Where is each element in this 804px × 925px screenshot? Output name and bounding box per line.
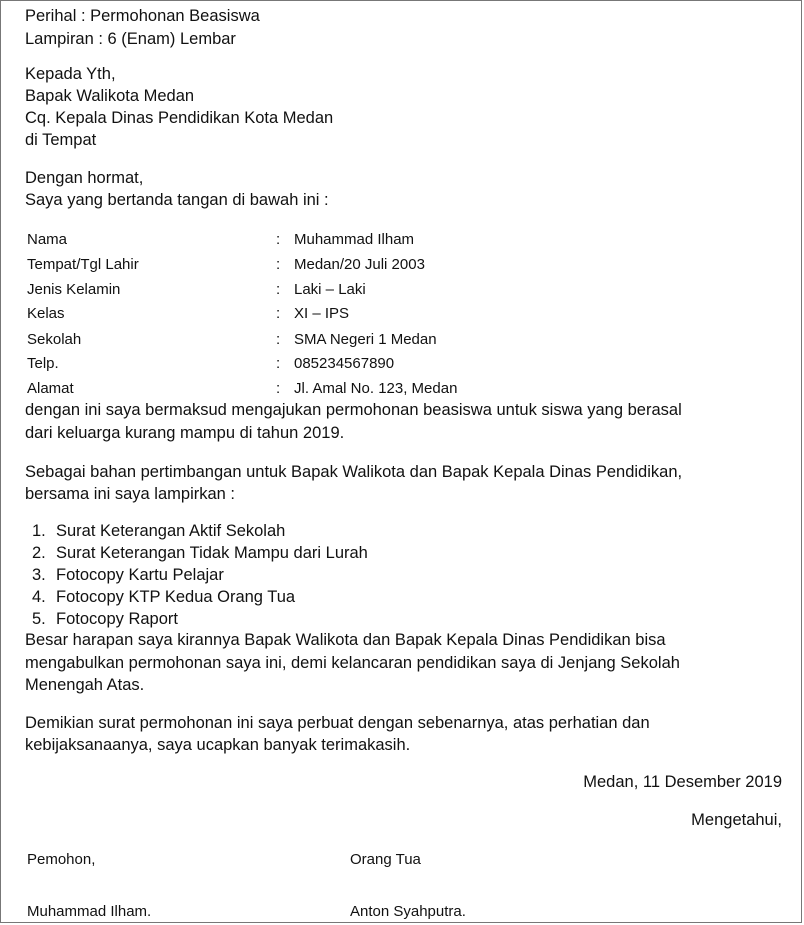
recipient-name: Bapak Walikota Medan — [25, 87, 195, 105]
applicant-role: Pemohon, — [27, 851, 96, 868]
field-label: Sekolah — [27, 331, 82, 348]
intro-text: Saya yang bertanda tangan di bawah ini : — [25, 191, 329, 209]
list-item: Fotocopy KTP Kedua Orang Tua — [56, 588, 296, 606]
field-label: Nama — [27, 231, 68, 248]
list-item: Fotocopy Raport — [56, 610, 178, 628]
place-date: Medan, 11 Desember 2019 — [583, 773, 782, 791]
field-value: Medan/20 Juli 2003 — [294, 256, 425, 273]
closing-paragraph-line: Demikian surat permohonan ini saya perbuat dengan sebenarnya, atas perhatian dan — [25, 714, 650, 732]
list-item: Fotocopy Kartu Pelajar — [56, 566, 224, 584]
field-separator: : — [276, 256, 281, 273]
applicant-name: Muhammad Ilham. — [27, 903, 152, 920]
field-label: Kelas — [27, 305, 65, 322]
field-separator: : — [276, 305, 281, 322]
field-value: 085234567890 — [294, 355, 395, 372]
field-value: SMA Negeri 1 Medan — [294, 331, 437, 348]
field-separator: : — [276, 281, 281, 298]
hope-paragraph-line: Besar harapan saya kirannya Bapak Walikota dan Bapak Kepala Dinas Pendidikan bisa — [25, 631, 666, 649]
field-value: Muhammad Ilham — [294, 231, 415, 248]
field-value: Laki – Laki — [294, 281, 366, 298]
recipient-cq: Cq. Kepala Dinas Pendidikan Kota Medan — [25, 109, 334, 127]
field-label: Alamat — [27, 380, 74, 397]
greeting: Dengan hormat, — [25, 169, 144, 187]
list-item-number: 3. — [32, 566, 46, 584]
field-separator: : — [276, 355, 281, 372]
field-value: XI – IPS — [294, 305, 350, 322]
subject-line: Perihal : Permohonan Beasiswa — [25, 7, 260, 25]
list-item: Surat Keterangan Aktif Sekolah — [56, 522, 286, 540]
list-item-number: 1. — [32, 522, 46, 540]
field-label: Telp. — [27, 355, 59, 372]
recipient-salutation: Kepada Yth, — [25, 65, 116, 83]
consideration-paragraph-line: bersama ini saya lampirkan : — [25, 485, 236, 503]
field-label: Tempat/Tgl Lahir — [27, 256, 139, 273]
field-separator: : — [276, 331, 281, 348]
field-separator: : — [276, 380, 281, 397]
parent-name: Anton Syahputra. — [350, 903, 466, 920]
recipient-place: di Tempat — [25, 131, 97, 149]
parent-role: Orang Tua — [350, 851, 421, 868]
hope-paragraph-line: Menengah Atas. — [25, 676, 145, 694]
list-item-number: 2. — [32, 544, 46, 562]
attachment-count-line: Lampiran : 6 (Enam) Lembar — [25, 30, 236, 48]
list-item: Surat Keterangan Tidak Mampu dari Lurah — [56, 544, 368, 562]
field-separator: : — [276, 231, 281, 248]
closing-paragraph-line: kebijaksanaanya, saya ucapkan banyak terimakasih. — [25, 736, 411, 754]
field-label: Jenis Kelamin — [27, 281, 121, 298]
hope-paragraph-line: mengabulkan permohonan saya ini, demi kelancaran pendidikan saya di Jenjang Sekolah — [25, 654, 680, 672]
purpose-paragraph-line: dari keluarga kurang mampu di tahun 2019. — [25, 424, 345, 442]
purpose-paragraph-line: dengan ini saya bermaksud mengajukan permohonan beasiswa untuk siswa yang berasal — [25, 401, 682, 419]
list-item-number: 4. — [32, 588, 46, 606]
field-value: Jl. Amal No. 123, Medan — [294, 380, 458, 397]
consideration-paragraph-line: Sebagai bahan pertimbangan untuk Bapak Walikota dan Bapak Kepala Dinas Pendidikan, — [25, 463, 683, 481]
list-item-number: 5. — [32, 610, 46, 628]
acknowledge-label: Mengetahui, — [691, 811, 782, 829]
